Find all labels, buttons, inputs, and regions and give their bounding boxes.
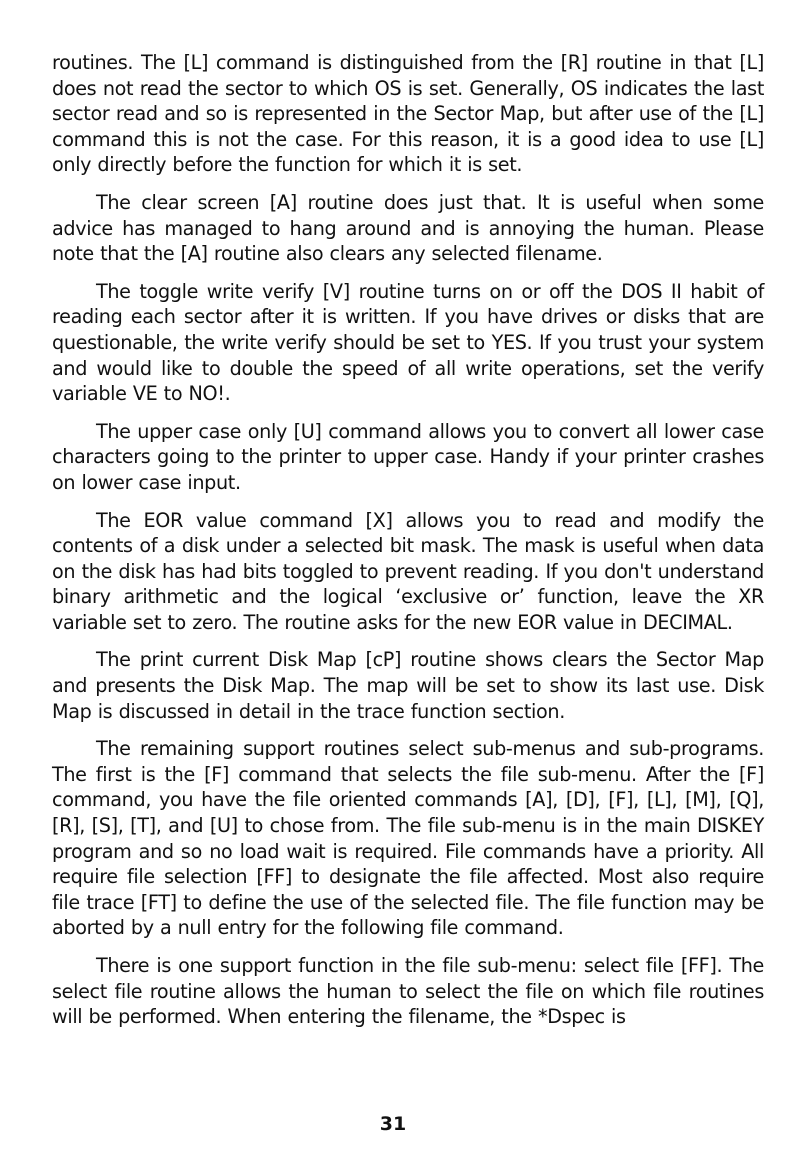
paragraph-write-verify: The toggle write verify [V] routine turns on or off the DOS II habit of reading each sector after it is written. If you have drives or disks that are questionable, the write verify should be set to YES. If you trust your system and would like to double the speed of all write operations, set the verify variable VE to NO!. [52, 279, 764, 406]
paragraph-clear-screen: The clear screen [A] routine does just that. It is useful when some advice has managed to hang around and is annoying the human. Please note that the [A] routine also clears any selected filename. [52, 190, 764, 266]
paragraph-sub-menus: The remaining support routines select sub-menus and sub-programs. The first is the [F] command that selects the file sub-menu. After the [F] command, you have the file oriented commands [A], [D], [F], [L], [M], [Q], [R], [S], [T], and [U] to chose from. The file sub-menu is in the main DISKEY program and so no load wait is required. File commands have a priority. All require file selection [FF] to designate the file affected. Most also require file trace [FT] to define the use of the selected file. The file function may be aborted by a null entry for the following file command. [52, 737, 764, 940]
paragraph-upper-case: The upper case only [U] command allows you to convert all lower case characters going to the printer to upper case. Handy if your printer crashes on lower case input. [52, 419, 764, 494]
paragraph-disk-map: The print current Disk Map [cP] routine shows clears the Sector Map and presents the Disk Map. The map will be set to show its last use. Disk Map is discussed in detail in the trace function section. [52, 648, 764, 723]
paragraph-l-command: routines. The [L] command is distinguished from the [R] routine in that [L] does not read the sector to which OS is set. Generally, OS indicates the last sector read and so is represented in the Sector Map, but after use of the [L] command this is not the case. For this reason, it is a good idea to use [L] only directly before the function for which it is set. [52, 51, 764, 177]
paragraph-eor-value: The EOR value command [X] allows you to read and modify the contents of a disk under a selected bit mask. The mask is useful when data on the disk has had bits toggled to prevent reading. If you don't understand binary arithmetic and the logical ‘exclusive or’ function, leave the XR variable set to zero. The routine asks for the new EOR value in DECIMAL. [52, 508, 764, 634]
page-number: 31 [379, 1113, 407, 1135]
paragraph-select-file: There is one support function in the file sub-menu: select file [FF]. The select file routine allows the human to select the file on which file routines will be performed. When entering the filename, the *Dspec is [52, 954, 764, 1029]
page-body [52, 50, 764, 1030]
